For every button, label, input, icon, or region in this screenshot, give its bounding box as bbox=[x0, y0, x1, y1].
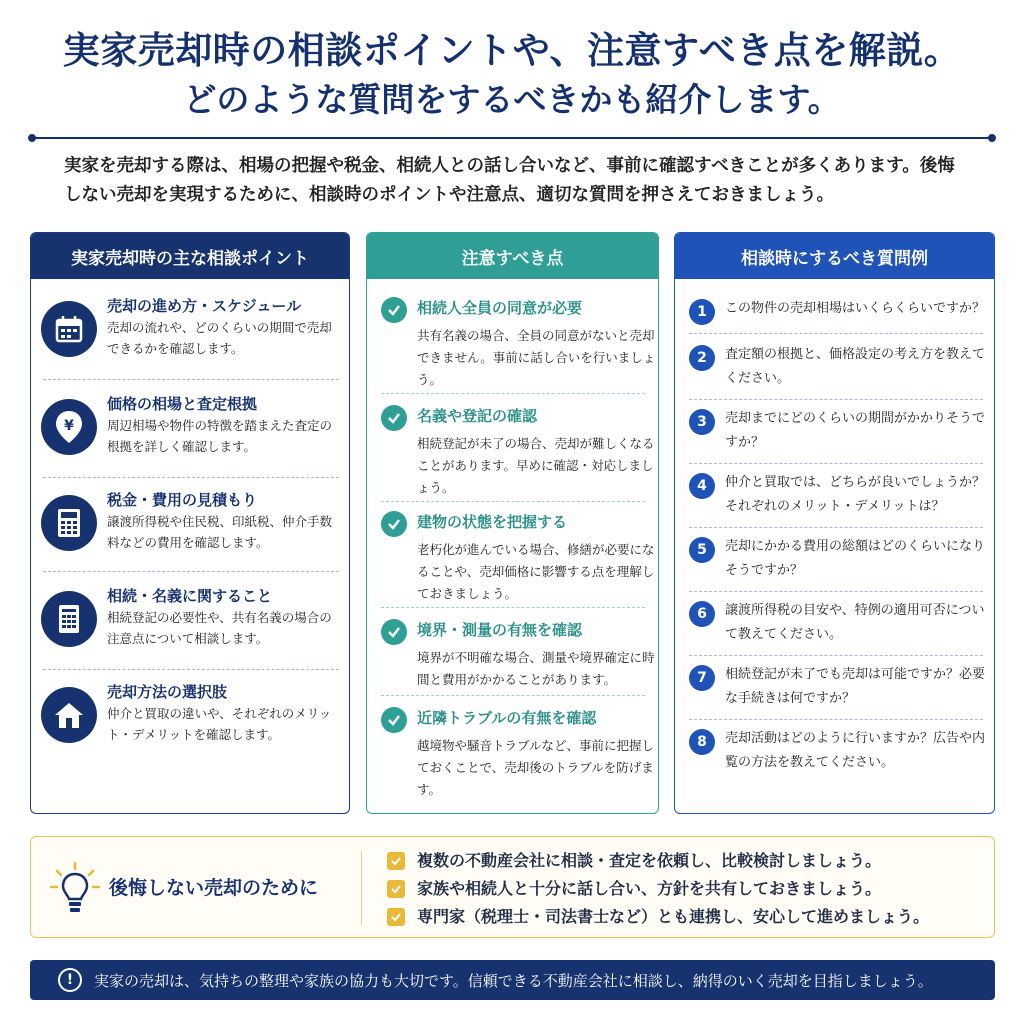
point-heading: 税金・費用の見積もり bbox=[107, 491, 258, 509]
question-text: この物件の売却相場はいくらくらいですか？ bbox=[725, 301, 986, 316]
divider bbox=[689, 463, 983, 464]
check-icon bbox=[381, 511, 407, 537]
intro-text: 実家を売却する際は、相場の把握や税金、相続人との話し合いなど、事前に確認すべきことが多くあります。後悔しない売却を実現するために、相談時のポイントや注意点、適切な質問を押さえておきましょう。 bbox=[64, 156, 955, 205]
check-icon bbox=[381, 405, 407, 431]
point-desc: 譲渡所得税や住民税、印紙税、仲介手数料などの費用を確認します。 bbox=[107, 514, 333, 550]
svg-text:¥: ¥ bbox=[64, 418, 74, 434]
lightbulb-icon bbox=[49, 861, 101, 917]
warning-desc: 越境物や騒音トラブルなど、事前に把握しておくことで、売却後のトラブルを防げます。 bbox=[417, 738, 655, 797]
footer-banner bbox=[30, 960, 995, 1000]
point-desc: 周辺相場や物件の特徴を踏まえた査定の根拠を詳しく確認します。 bbox=[107, 418, 333, 454]
tip-text: 複数の不動産会社に相談・査定を依頼し、比較検討しましょう。 bbox=[417, 851, 882, 870]
question-number: 3 bbox=[689, 409, 715, 435]
divider bbox=[43, 477, 339, 478]
question-number: 8 bbox=[689, 729, 715, 755]
questions-panel bbox=[674, 232, 995, 814]
check-icon bbox=[381, 619, 407, 645]
warning-desc: 共有名義の場合、全員の同意がないと売却できません。事前に話し合いを行いましょう。 bbox=[417, 328, 656, 387]
question-number: 2 bbox=[689, 345, 715, 371]
tip-title: 後悔しない売却のために bbox=[109, 877, 319, 899]
divider bbox=[689, 399, 983, 400]
page-title bbox=[0, 26, 1024, 124]
point-desc: 仲介と買取の違いや、それぞれのメリット・デメリットを確認します。 bbox=[107, 706, 332, 742]
point-heading: 売却の進め方・スケジュール bbox=[107, 297, 302, 315]
warning-heading: 境界・測量の有無を確認 bbox=[417, 621, 583, 639]
tip-item bbox=[387, 875, 929, 903]
warnings-panel bbox=[366, 232, 659, 814]
title-line-2: どのような質問をするべきかも紹介します。 bbox=[183, 80, 841, 119]
yen-pin-icon bbox=[41, 399, 97, 455]
point-heading: 相続・名義に関すること bbox=[107, 587, 273, 605]
question-text: 売却活動はどのように行いますか？広告や内覧の方法を教えてください。 bbox=[725, 731, 986, 770]
divider bbox=[43, 379, 339, 380]
question-text: 売却までにどのくらいの期間がかかりそうですか？ bbox=[725, 411, 986, 450]
question-text: 売却にかかる費用の総額はどのくらいになりそうですか？ bbox=[725, 539, 986, 578]
question-number: 5 bbox=[689, 537, 715, 563]
divider bbox=[361, 851, 362, 925]
tip-box bbox=[30, 836, 995, 938]
warning-desc: 境界が不明確な場合、測量や境界確定に時間と費用がかかることがあります。 bbox=[417, 650, 655, 687]
divider bbox=[689, 719, 983, 720]
warnings-title: 注意すべき点 bbox=[367, 233, 658, 279]
question-text: 査定額の根拠と、価格設定の考え方を教えてください。 bbox=[725, 347, 986, 386]
point-desc: 売却の流れや、どのくらいの期間で売却できるかを確認します。 bbox=[107, 320, 332, 356]
checkbox-icon bbox=[387, 908, 405, 926]
tip-text: 家族や相続人と十分に話し合い、方針を共有しておきましょう。 bbox=[417, 879, 882, 898]
warning-heading: 近隣トラブルの有無を確認 bbox=[417, 709, 597, 727]
divider bbox=[689, 527, 983, 528]
divider bbox=[43, 669, 339, 670]
question-number: 4 bbox=[689, 473, 715, 499]
divider bbox=[689, 333, 983, 334]
warning-heading: 名義や登記の確認 bbox=[417, 407, 538, 425]
warning-desc: 相続登記が未了の場合、売却が難しくなることがあります。早めに確認・対応しましょう。 bbox=[417, 436, 655, 495]
check-icon bbox=[381, 297, 407, 323]
tip-item bbox=[387, 847, 929, 875]
point-desc: 相続登記の必要性や、共有名義の場合の注意点について相談します。 bbox=[107, 610, 332, 646]
tip-text: 専門家（税理士・司法書士など）とも連携し、安心して進めましょう。 bbox=[417, 907, 930, 926]
points-title: 実家売却時の主な相談ポイント bbox=[31, 233, 349, 279]
house-icon bbox=[41, 687, 97, 743]
points-panel bbox=[30, 232, 350, 814]
question-text: 相続登記が未了でも売却は可能ですか？必要な手続きは何ですか？ bbox=[725, 667, 986, 706]
tip-list bbox=[387, 847, 929, 931]
questions-title: 相談時にするべき質問例 bbox=[675, 233, 994, 279]
divider bbox=[689, 655, 983, 656]
tip-item bbox=[387, 903, 929, 931]
question-number: 6 bbox=[689, 601, 715, 627]
question-text: 仲介と買取では、どちらが良いでしょうか？それぞれのメリット・デメリットは？ bbox=[725, 475, 986, 514]
question-text: 譲渡所得税の目安や、特例の適用可否について教えてください。 bbox=[725, 603, 985, 642]
title-line-1: 実家売却時の相談ポイントや、注意すべき点を解説。 bbox=[62, 29, 962, 72]
document-icon bbox=[41, 591, 97, 647]
question-number: 1 bbox=[689, 299, 715, 325]
warning-heading: 建物の状態を把握する bbox=[417, 513, 568, 531]
warning-heading: 相続人全員の同意が必要 bbox=[417, 299, 583, 317]
question-number: 7 bbox=[689, 665, 715, 691]
checkbox-icon bbox=[387, 880, 405, 898]
footer-message: 実家の売却は、気持ちの整理や家族の協力も大切です。信頼できる不動産会社に相談し、納得のいく売却を目指しましょう。 bbox=[94, 971, 933, 990]
point-heading: 売却方法の選択肢 bbox=[107, 683, 228, 701]
title-divider bbox=[30, 137, 994, 139]
point-heading: 価格の相場と査定根拠 bbox=[107, 395, 258, 413]
divider bbox=[381, 607, 645, 608]
divider bbox=[381, 501, 645, 502]
check-icon bbox=[381, 707, 407, 733]
calendar-icon bbox=[41, 301, 97, 357]
checkbox-icon bbox=[387, 852, 405, 870]
exclamation-icon: ! bbox=[58, 968, 82, 992]
divider bbox=[689, 591, 983, 592]
warning-desc: 老朽化が進んでいる場合、修繕が必要になることや、売却価格に影響する点を理解しておきましょう。 bbox=[417, 542, 655, 601]
divider bbox=[381, 393, 645, 394]
calculator-icon bbox=[41, 495, 97, 551]
divider bbox=[381, 695, 645, 696]
divider bbox=[43, 571, 339, 572]
